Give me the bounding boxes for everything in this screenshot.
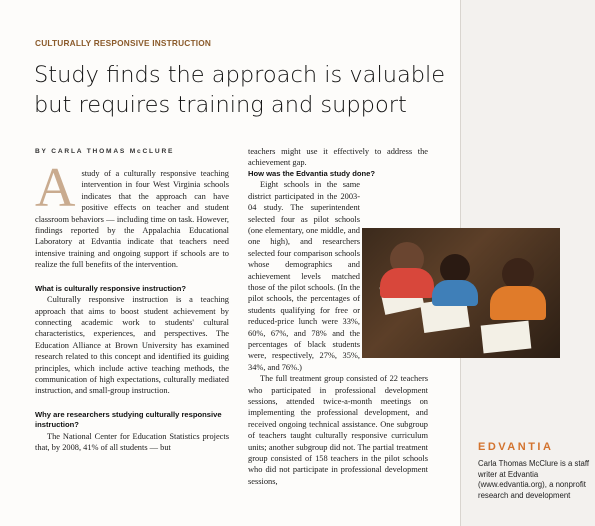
students-reading-photo: [362, 228, 560, 358]
body-paragraph: The full treatment group consisted of 22 teachers who participated in professional development sessions, attended twice-a-month meetings on implementing the professional development, and received ongoing technical assistance. One subgroup of teachers taught culturally responsive curriculum units; another subgroup did not. The partial treatment group consisted of 158 teachers in the pilot schools who did not participate in professional development sessions,: [248, 374, 428, 486]
body-paragraph: The National Center for Education Statistics projects that, by 2008, 41% of all students — but: [35, 431, 229, 453]
body-paragraph: Eight schools in the same district participated in the 2003-04 study. The superintendent selected four as pilot schools (one elementary, one middle, and one high), and researchers selected four comparison schools whose demographics and achievement levels matched those of the pilot schools. (In the pilot schools, the percentages of students qualifying for free or reduced-price lunch were 33%, 60%, 67%, and 78% and the percentages of black students were, respectively, 27%, 35%, 34%, and 76%.): [248, 180, 360, 372]
section-heading: Why are researchers studying culturally responsive instruction?: [35, 409, 222, 430]
article-headline: [34, 60, 454, 120]
body-paragraph: Culturally responsive instruction is a teaching approach that aims to boost student achievement by connecting academic work to students' cultural characteristics, experiences, and perspectives. The Education Alliance at Brown University has examined research related to this concept and identified its guiding principles, which include active teaching methods, the communication of high expectations, culturally mediated instruction, and small-group instruction.: [35, 295, 229, 396]
intro-paragraph: [35, 157, 229, 271]
child-shirt: [380, 268, 434, 298]
intro-text: study of a culturally responsive teaching intervention in four West Virginia schools indicates that the approach can have positive effects on teacher and student classroom behaviors — including time on task. However, findings reported by the Appalachia Educational Laboratory at Edvantia indicate that teachers need intensive training and ongoing support if schools are to realize the full benefits of the intervention.: [35, 169, 229, 270]
child-shirt: [490, 286, 546, 320]
headline-line-1: Study finds the approach is valuable: [34, 62, 446, 88]
column-1: [35, 157, 229, 454]
headline-line-2: but requires training and support: [34, 92, 407, 118]
section-heading: How was the Edvantia study done?: [248, 168, 376, 178]
section-heading: What is culturally responsive instruction?: [35, 283, 187, 293]
edvantia-logo: EDVANTIA: [478, 441, 554, 453]
body-paragraph: teachers might use it effectively to address the achievement gap.: [248, 147, 428, 168]
author-bio: Carla Thomas McClure is a staff writer at Edvantia (www.edvantia.org), a nonprofit research and development: [478, 459, 590, 500]
drop-cap: A: [35, 157, 76, 219]
section-kicker: CULTURALLY RESPONSIVE INSTRUCTION: [35, 38, 212, 48]
child-shirt: [432, 280, 478, 306]
byline: BY CARLA THOMAS McCLURE: [35, 148, 175, 155]
book-page: [481, 321, 532, 354]
